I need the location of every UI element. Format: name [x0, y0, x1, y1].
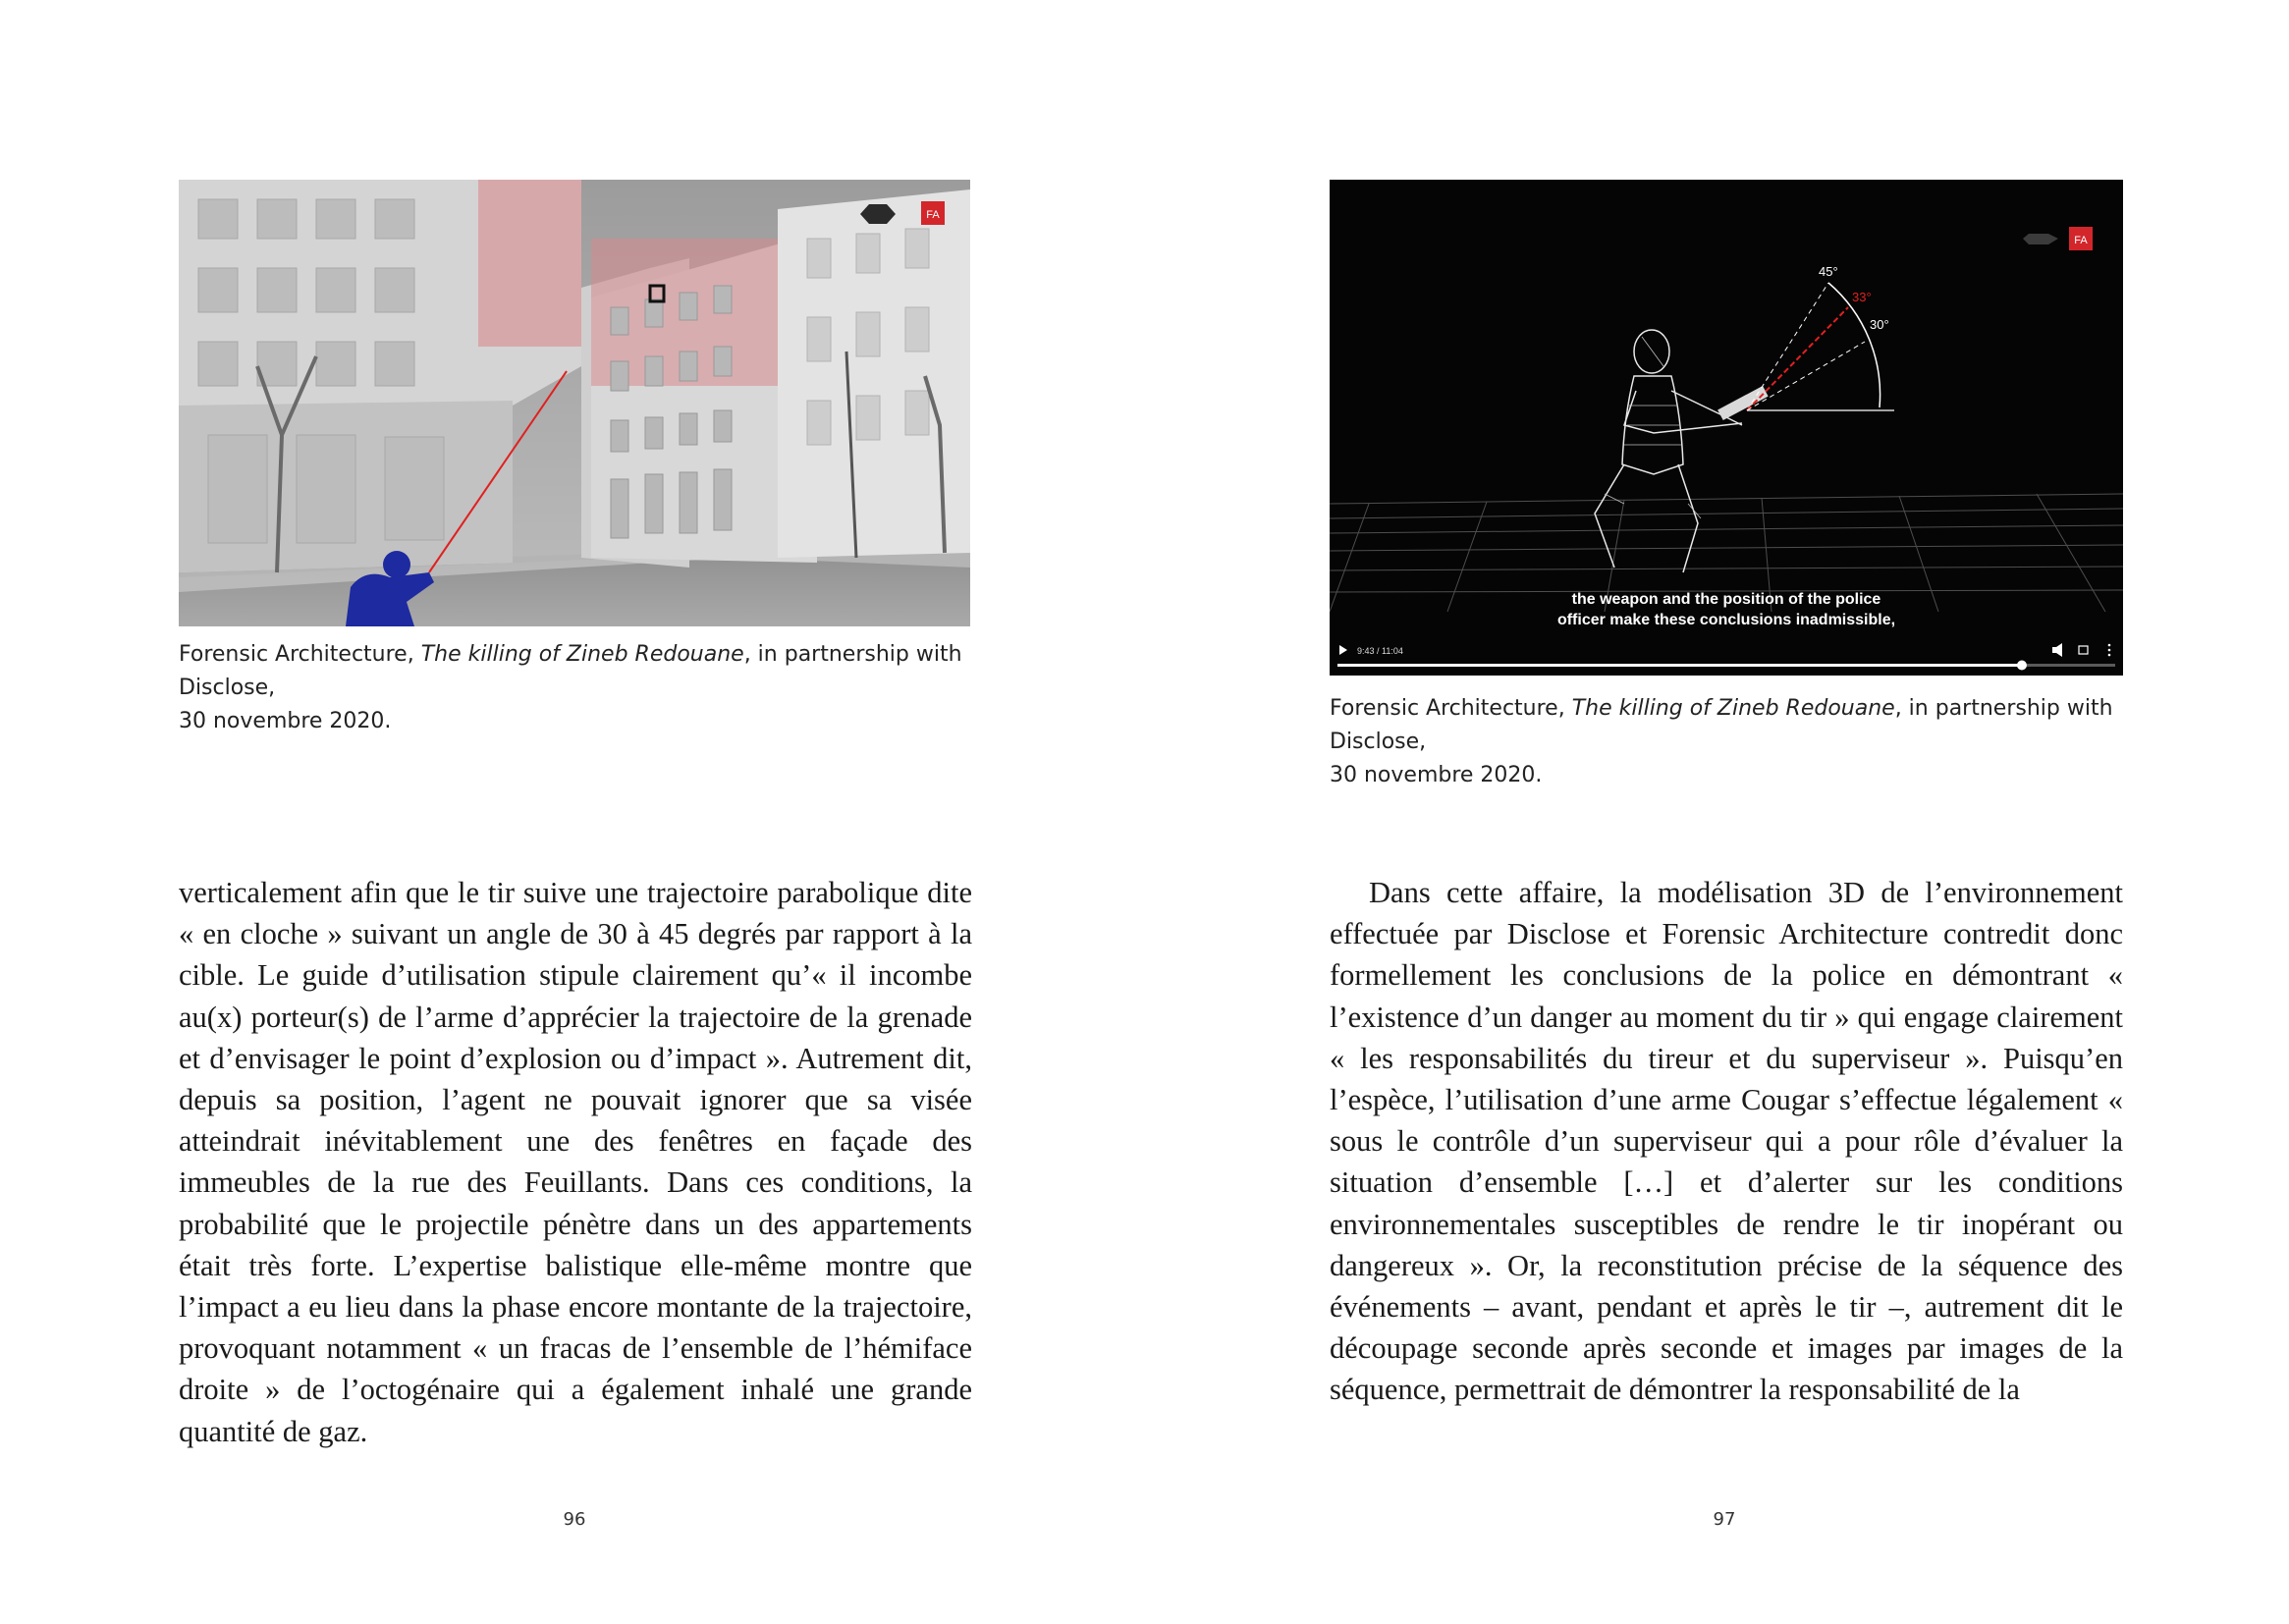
street-model-render — [179, 180, 970, 626]
fa-badge-label: FA — [2074, 235, 2088, 246]
progress-knob[interactable] — [2017, 661, 2027, 671]
left-paragraph: verticalement afin que le tir suive une trajectoire parabolique dite « en cloche » suivant un angle de 30 à 45 degrés par rapport à la cible. Le guide d’utilisation stipule clairement qu’« il incombe au(x) porteur(s) de l’arme d’apprécier la trajectoire de la grenade et d’envisager le point d’explosion ou d’impact ». Autrement dit, depuis sa position, l’agent ne pouvait ignorer que sa visée atteindrait inévitablement une des fenêtres en façade des immeubles de la rue des Feuillants. Dans ces conditions, la probabilité que le projectile pénètre dans un des appartements était très forte. L’expertise balistique elle-même montre que l’impact a eu lieu dans la phase encore montante de la trajectoire, provoquant notamment « un fracas de l’ensemble de l’hémiface droite » de l’octogénaire qui a également inhalé une grande quantité de gaz. — [179, 876, 972, 1448]
left-figure-caption — [179, 638, 974, 738]
page-number-right: 97 — [1713, 1509, 1736, 1530]
video-frame-svg — [1330, 180, 2123, 676]
caption-credit: Forensic Architecture, — [179, 642, 421, 667]
fa-badge-label: FA — [926, 209, 940, 221]
right-paragraph: Dans cette affaire, la modélisation 3D de l’environnement effectuée par Disclose et Forensic Architecture contredit donc formellement les conclusions de la police en démontrant « l’existence d’un danger au moment du tir » qui engage clairement « les responsabilités du tireur et du superviseur ». Puisqu’en l’espèce, l’utilisation d’une arme Cougar s’effectue légalement « sous le contrôle d’un superviseur qui a pour rôle d’évaluer la situation d’ensemble […] et d’alerter sur les conditions environnementales susceptibles de rendre le tir inopérant ou dangereux ». Or, la reconstitution précise de la séquence des événements – avant, pendant et après le tir –, autrement dit le découpage seconde après seconde et images par images de la séquence, permettrait de démontrer la responsabilité de la — [1330, 876, 2123, 1407]
angle-label-33: 33° — [1852, 290, 1872, 304]
caption-date: 30 novembre 2020. — [179, 709, 392, 733]
caption-date: 30 novembre 2020. — [1330, 763, 1543, 787]
street-model-svg — [179, 180, 970, 626]
more-options-icon[interactable] — [2108, 644, 2111, 657]
video-player[interactable] — [1330, 180, 2123, 676]
subtitle-line-1: the weapon and the position of the police — [1571, 591, 1881, 608]
page-number-left: 96 — [563, 1509, 586, 1530]
angle-label-45: 45° — [1819, 264, 1838, 279]
right-page — [1145, 0, 2289, 1624]
right-figure-caption — [1330, 692, 2125, 792]
progress-fill — [1337, 664, 2022, 667]
caption-title: The killing of Zineb Redouane — [420, 642, 744, 667]
caption-partner: , in partnership with Disclose, — [179, 642, 962, 700]
caption-partner: , in partnership with Disclose, — [1330, 696, 2113, 754]
video-time: 9:43 / 11:04 — [1357, 646, 1403, 656]
right-body-text — [1330, 872, 2123, 1411]
highlighted-facade — [478, 180, 581, 347]
caption-title: The killing of Zineb Redouane — [1571, 696, 1895, 721]
caption-credit: Forensic Architecture, — [1330, 696, 1572, 721]
angle-label-30: 30° — [1870, 317, 1889, 332]
left-body-text — [179, 872, 972, 1452]
subtitle-line-2: officer make these conclusions inadmissible, — [1556, 612, 1896, 628]
left-page — [0, 0, 1144, 1624]
